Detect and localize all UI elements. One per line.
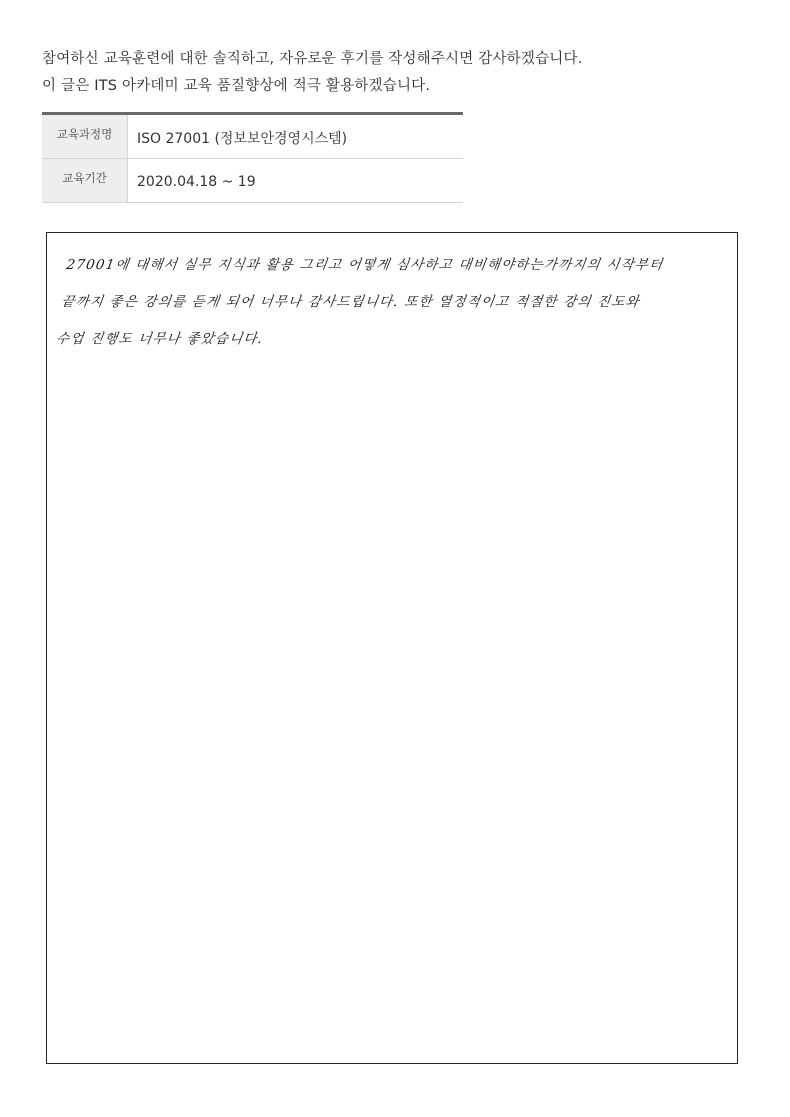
course-period-value: 2020.04.18 ~ 19 xyxy=(137,173,256,190)
course-name-row xyxy=(42,115,463,159)
course-period-label: 교육기간 xyxy=(42,159,128,202)
course-name-label: 교육과정명 xyxy=(42,115,128,158)
course-info-table xyxy=(42,112,463,203)
review-line-3: 수업 진행도 너무나 좋았습니다. xyxy=(54,331,265,347)
review-box xyxy=(46,232,738,1064)
intro-text xyxy=(42,46,583,100)
course-name-value: ISO 27001 (정보보안경영시스템) xyxy=(137,130,348,147)
handwritten-review xyxy=(53,247,719,358)
course-period-row xyxy=(42,159,463,203)
intro-line-2: 이 글은 ITS 아카데미 교육 품질향상에 적극 활용하겠습니다. xyxy=(42,78,431,94)
intro-line-1: 참여하신 교육훈련에 대한 솔직하고, 자유로운 후기를 작성해주시면 감사하겠습니다. xyxy=(42,51,583,67)
review-line-2: 끝까지 좋은 강의를 듣게 되어 너무나 감사드립니다. 또한 열정적이고 적절한 강의 진도와 xyxy=(60,294,641,310)
review-line-1: 27001에 대해서 실무 지식과 활용 그리고 어떻게 심사하고 대비해야하는가까지의 시작부터 xyxy=(65,257,665,273)
